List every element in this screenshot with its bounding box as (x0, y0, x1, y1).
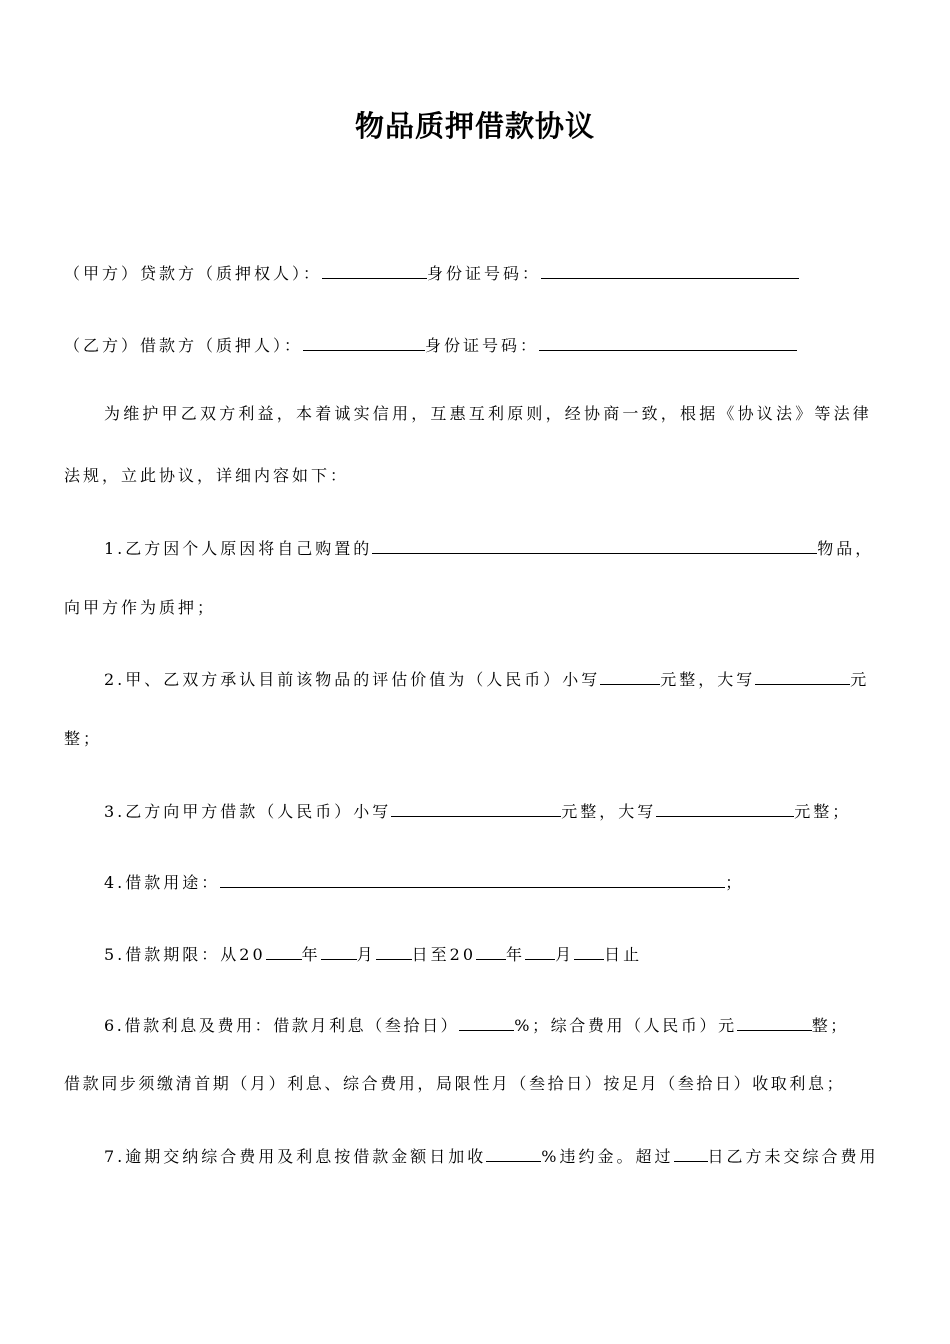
clause-6-cont: 借款同步须缴清首期（月）利息、综合费用，局限性月（叁拾日）按足月（叁拾日）收取利息； (64, 1074, 846, 1093)
clause-5-end-year-blank[interactable] (476, 943, 506, 960)
intro-line-2: 法规，立此协议，详细内容如下： (64, 466, 350, 485)
clause-5-text-d: 日至20 (411, 945, 477, 964)
clause-2-line (104, 668, 869, 690)
clause-7-text-a: 7.逾期交纳综合费用及利息按借款金额日加收 (104, 1147, 487, 1166)
clause-6-text-c: 整； (811, 1016, 849, 1035)
clause-2-small-blank[interactable] (600, 668, 660, 685)
clause-4-text-a: 4.借款用途： (104, 873, 221, 892)
party-b-id-label: 身份证号码： (425, 336, 540, 355)
clause-2-cont: 整； (64, 729, 103, 748)
clause-3-text-a: 3.乙方向甲方借款（人民币）小写 (104, 802, 392, 821)
clause-7-penalty-blank[interactable] (486, 1145, 541, 1162)
clause-7-line (104, 1145, 879, 1167)
clause-4-text-b: ； (725, 873, 745, 892)
party-a-id-blank[interactable] (541, 262, 799, 279)
clause-5-text-c: 月 (356, 945, 376, 964)
document-title: 物品质押借款协议 (354, 109, 595, 143)
clause-1-line (104, 537, 874, 559)
clause-3-small-blank[interactable] (391, 800, 561, 817)
clause-6-interest-blank[interactable] (459, 1014, 514, 1031)
clause-4-purpose-blank[interactable] (220, 871, 725, 888)
party-b-name-blank[interactable] (303, 334, 425, 351)
clause-5-start-day-blank[interactable] (376, 943, 412, 960)
party-b-label: （乙方）借款方（质押人）： (64, 336, 304, 355)
clause-2-text-a: 2.甲、乙双方承认目前该物品的评估价值为（人民币）小写 (104, 670, 601, 689)
clause-5-start-month-blank[interactable] (321, 943, 357, 960)
party-a-line (64, 262, 799, 284)
party-a-label: （甲方）贷款方（质押权人）： (64, 264, 323, 283)
clause-4-line (104, 871, 744, 893)
clause-1-text-a: 1.乙方因个人原因将自己购置的 (104, 539, 373, 558)
clause-3-line (104, 800, 851, 822)
clause-7-text-c: 日乙方未交综合费用 (707, 1147, 879, 1166)
clause-2-large-blank[interactable] (755, 668, 850, 685)
clause-5-text-e: 年 (506, 945, 526, 964)
clause-1-cont: 向甲方作为质押； (64, 598, 217, 617)
party-b-line (64, 334, 797, 356)
clause-3-large-blank[interactable] (656, 800, 794, 817)
intro-line-1: 为维护甲乙双方利益，本着诚实信用，互惠互利原则，经协商一致，根据《协议法》等法律 (104, 404, 873, 423)
clause-5-text-f: 月 (555, 945, 575, 964)
clause-1-item-blank[interactable] (372, 537, 817, 554)
clause-5-text-a: 5.借款期限：从20 (104, 945, 266, 964)
clause-5-end-month-blank[interactable] (525, 943, 555, 960)
clause-6-text-b: %；综合费用（人民币）元 (514, 1016, 737, 1035)
clause-5-text-g: 日止 (604, 945, 643, 964)
clause-3-text-c: 元整； (794, 802, 852, 821)
clause-2-text-c: 元 (850, 670, 870, 689)
clause-1-text-b: 物品， (817, 539, 875, 558)
clause-7-text-b: %违约金。超过 (541, 1147, 674, 1166)
clause-7-days-blank[interactable] (674, 1145, 708, 1162)
party-b-id-blank[interactable] (539, 334, 797, 351)
clause-3-text-b: 元整，大写 (561, 802, 657, 821)
clause-6-line (104, 1014, 849, 1036)
clause-5-text-b: 年 (301, 945, 321, 964)
clause-5-line (104, 943, 642, 965)
clause-5-end-day-blank[interactable] (574, 943, 604, 960)
clause-6-text-a: 6.借款利息及费用：借款月利息（叁拾日） (104, 1016, 460, 1035)
clause-2-text-b: 元整，大写 (660, 670, 756, 689)
clause-5-start-year-blank[interactable] (266, 943, 302, 960)
clause-6-fee-blank[interactable] (737, 1014, 812, 1031)
party-a-id-label: 身份证号码： (427, 264, 542, 283)
party-a-name-blank[interactable] (322, 262, 427, 279)
